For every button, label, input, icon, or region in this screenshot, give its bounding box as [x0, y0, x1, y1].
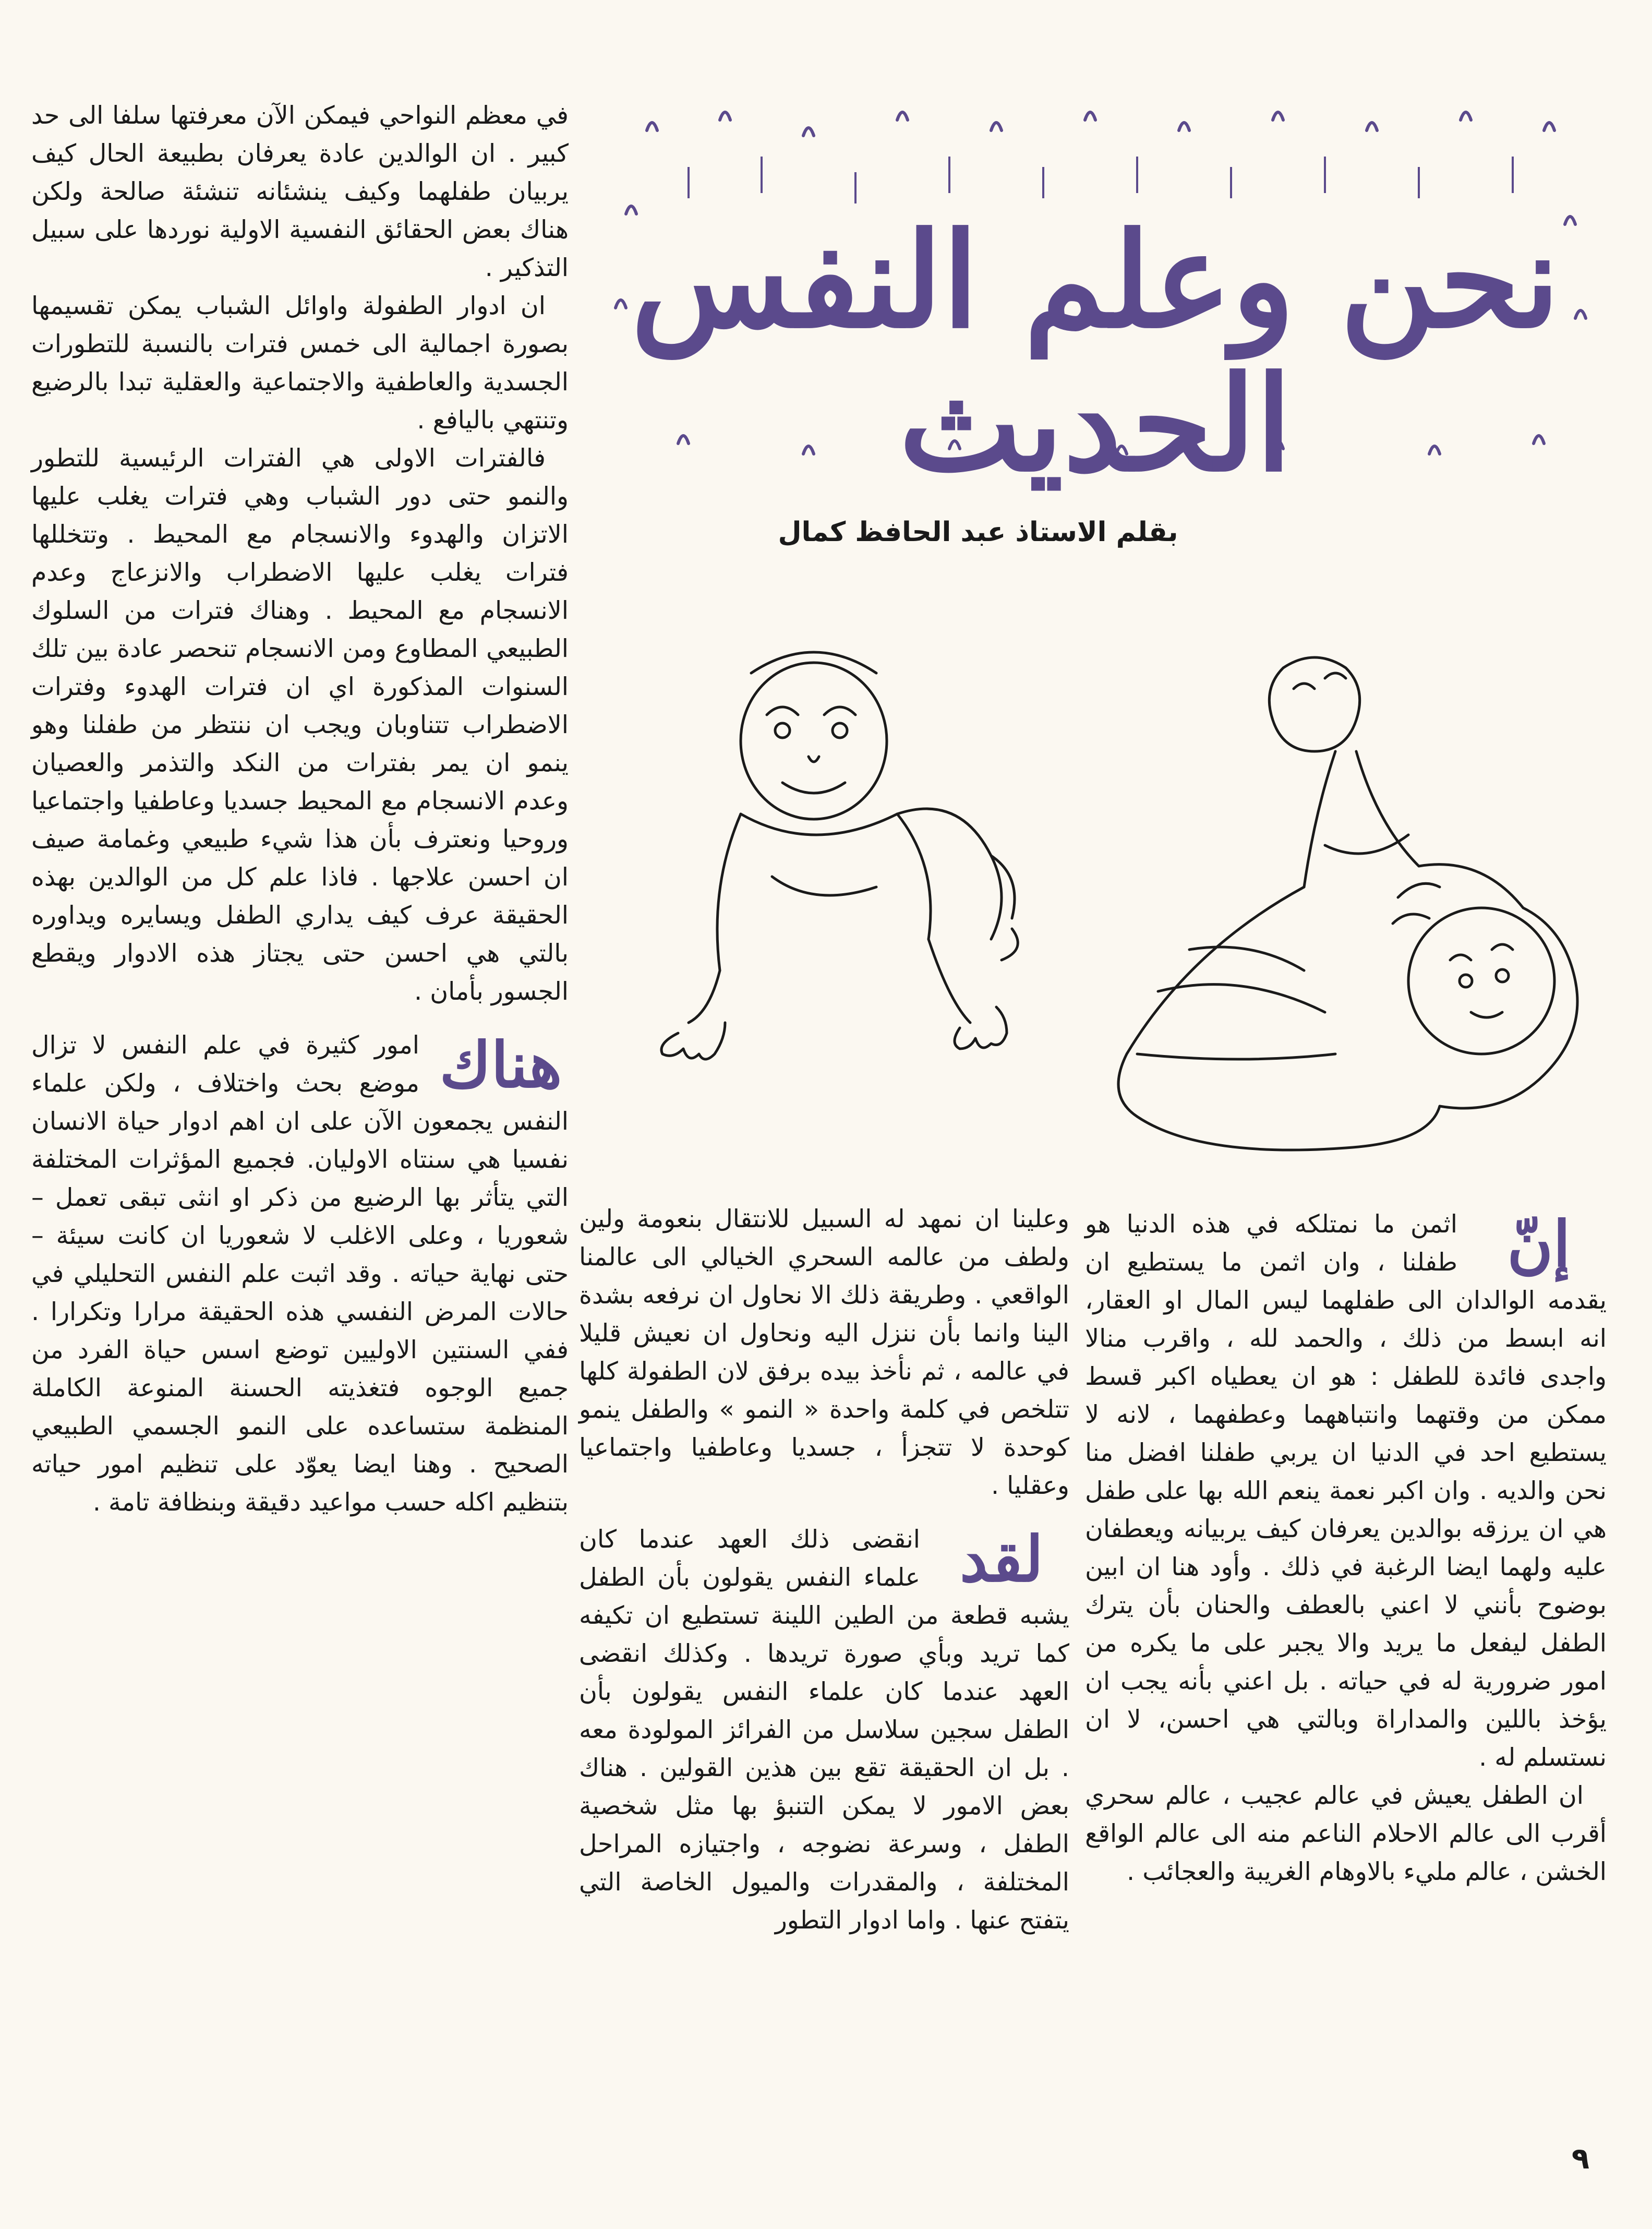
paragraph: ان ادوار الطفولة واوائل الشباب يمكن تقسيمها بصورة اجمالية الى خمس فترات بالنسبة للتطورات الجسدية والعاطفية والاجتماعية والعقلية تبدا بالرضيع وتنتهي باليافع .: [31, 292, 569, 435]
paragraph: امور كثيرة في علم النفس لا تزال موضع بحث واختلاف ، ولكن علماء النفس يجمعون الآن على ان اهم ادوار حياة الانسان نفسيا هي سنتاه الاوليان. فجميع المؤثرات المختلفة التي يتأثر بها الرضيع من ذكر او انثى تبقى تعمل – شعوريا ، وعلى الاغلب لا شعوريا ان كانت سيئة – حتى نهاية حياته . وقد اثبت علم النفس التحليلي في حالات المرض النفسي هذه الحقيقة مرارا وتكرارا . ففي السنتين الاوليين توضع اسس حياة الفرد من جميع الوجوه فتغذيته الحسنة المنوعة الكاملة المنظمة ستساعده على النمو الجسمي الطبيعي الصحيح . وهنا ايضا يعوّد على تنظيم امور حياته بتنظيم اكله حسب مواعيد دقيقة وبنظافة تامة .: [31, 1031, 569, 1517]
paragraph: اثمن ما نمتلكه في هذه الدنيا هو طفلنا ، وان اثمن ما يستطيع ان يقدمه الوالدان الى طفلهما ليس المال او العقار، انه ابسط من ذلك ، والحمد لله ، واقرب منالا واجدى فائدة للطفل : هو ان يعطياه اكبر قسط ممكن من وقتهما وانتباههما وعطفهما ، لانه لا يستطيع احد في الدنيا ان يربي طفلنا افضل منا نحن والديه . وان اكبر نعمة ينعم الله بها على طفل هي ان يرزقه بوالدين يعرفان كيف يربيانه ويعطفان عليه ولهما ايضا الرغبة في ذلك . وأود هنا ان ابين بوضوح بأنني لا اعني بالعطف والحنان بأن يترك الطفل ليفعل ما يريد والا يجبر على ما يكره من امور ضرورية له في حياته . بل اعني بأنه يجب ان يؤخذ باللين والمداراة وبالتي هي احسن، لا ان نستسلم له .: [1085, 1210, 1607, 1772]
paragraph: ان الطفل يعيش في عالم عجيب ، عالم سحري أقرب الى عالم الاحلام الناعم منه الى عالم الواقع الخشن ، عالم مليء بالاوهام الغريبة والعجائب .: [1085, 1781, 1607, 1886]
title-block: [584, 89, 1607, 500]
dropcap: هناك: [439, 1028, 562, 1102]
babies-illustration-icon: [616, 626, 1596, 1190]
dropcap: إنّ: [1507, 1207, 1571, 1281]
dropcap: لقد: [959, 1523, 1044, 1596]
article-title: نحن وعلم النفس الحديث: [631, 203, 1560, 500]
column-middle: [579, 1200, 1069, 2087]
paragraph: في معظم النواحي فيمكن الآن معرفتها سلفا الى حد كبير . ان الوالدين عادة يعرفان بطبيعة الحال كيف يربيان طفلهما وكيف ينشئانه تنشئة صالحة ولكن هناك بعض الحقائق النفسية الاولية نوردها على سبيل التذكير .: [31, 101, 569, 282]
paragraph: انقضى ذلك العهد عندما كان علماء النفس يقولون بأن الطفل يشبه قطعة من الطين اللينة تستطيع ان تكيفه كما تريد وبأي صورة تريدها . وكذلك انقضى العهد عندما كان علماء النفس يقولون بأن الطفل سجين سلاسل من الفرائز المولودة معه . بل ان الحقيقة تقع بين هذين القولين . هناك بعض الامور لا يمكن التنبؤ بها مثل شخصية الطفل ، وسرعة نضوجه ، واجتيازه المراحل المختلفة ، والمقدرات والميول الخاصة التي يتفتح عنها . واما ادوار التطور: [579, 1525, 1069, 1935]
page-number: ٩: [1571, 2142, 1590, 2176]
column-left: [31, 97, 569, 2090]
paragraph: فالفترات الاولى هي الفترات الرئيسية للتطور والنمو حتى دور الشباب وهي فترات يغلب عليها الاتزان والهدوء والانسجام مع المحيط . وتتخللها فترات يغلب عليها الاضطراب والانزعاج وعدم الانسجام مع المحيط . وهناك فترات من السلوك الطبيعي المطاوع ومن الانسجام تنحصر عادة بين تلك السنوات المذكورة اي ان فترات الهدوء وفترات الاضطراب تتناوبان ويجب ان ننتظر من طفلنا وهو ينمو ان يمر بفترات من النكد والتذمر والعصيان وعدم الانسجام مع المحيط جسديا وعاطفيا واجتماعيا وروحيا ونعترف بأن هذا شيء طبيعي وغمامة صيف ان احسن علاجها . فاذا علم كل من الوالدين بهذه الحقيقة عرف كيف يداري الطفل ويسايره ويداوره بالتي هي احسن حتى يجتاز هذه الادوار ويقطع الجسور بأمان .: [31, 444, 569, 1006]
byline: بقلم الاستاذ عبد الحافظ كمال: [778, 517, 1178, 548]
paragraph: وعلينا ان نمهد له السبيل للانتقال بنعومة ولين ولطف من عالمه السحري الخيالي الى عالمنا الواقعي . وطريقة ذلك الا نحاول ان نرفعه بشدة الينا وانما بأن ننزل اليه ونحاول ان نعيش قليلا في عالمه ، ثم نأخذ بيده برفق لان الطفولة كلها تتلخص في كلمة واحدة « النمو » والطفل ينمو كوحدة لا تتجزأ ، جسديا وعاطفيا واجتماعيا وعقليا .: [579, 1205, 1069, 1500]
column-right: [1085, 1205, 1607, 2092]
